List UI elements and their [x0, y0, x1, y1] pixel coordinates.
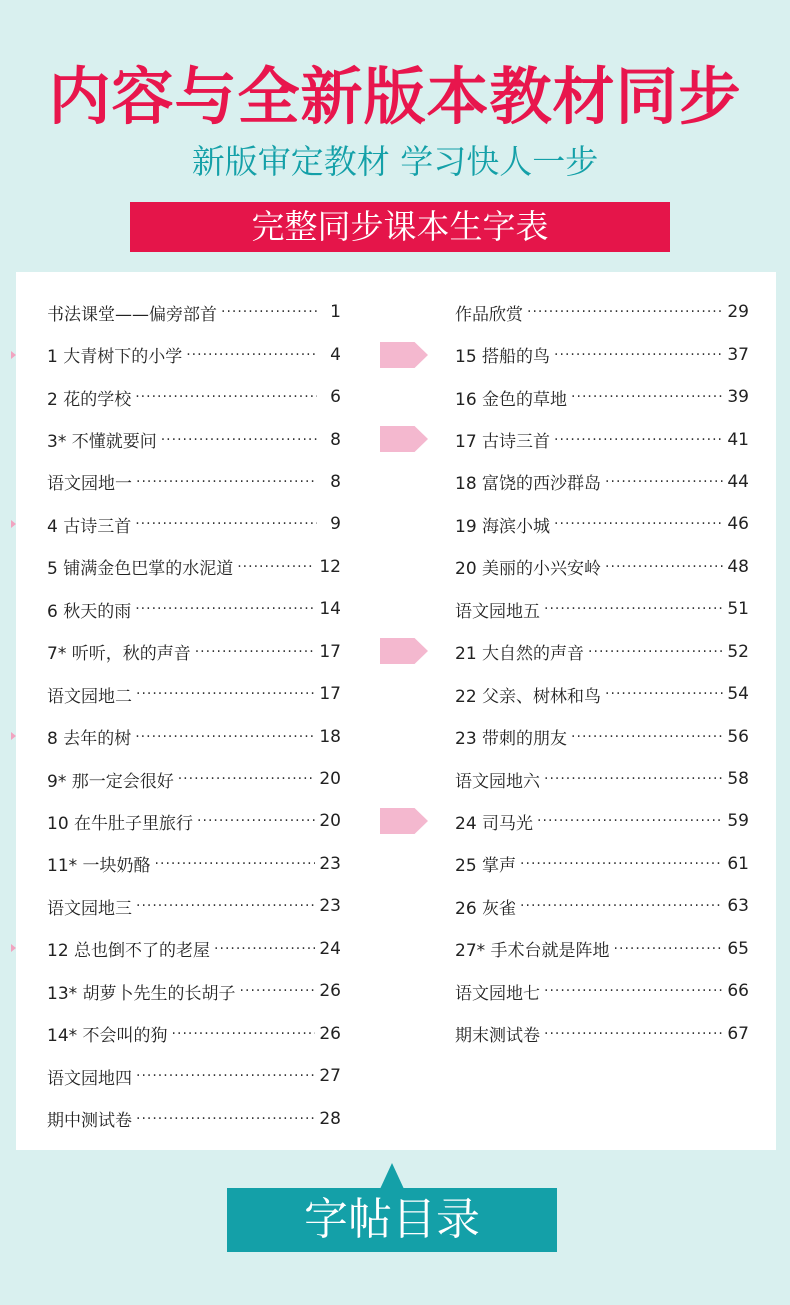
toc-entry[interactable] — [455, 970, 749, 1012]
toc-entry-title: 24 司马光 — [455, 813, 534, 834]
toc-entry[interactable] — [47, 461, 341, 503]
toc-entry-page: 23 — [319, 896, 341, 917]
dot-leader — [135, 389, 317, 405]
toc-entry-title: 11* 一块奶酪 — [47, 856, 151, 877]
toc-entry[interactable] — [455, 631, 749, 673]
edge-marker — [11, 944, 16, 952]
toc-entry-title: 期中测试卷 — [47, 1111, 132, 1132]
dot-leader — [614, 941, 724, 957]
toc-entry-title: 期末测试卷 — [455, 1026, 540, 1047]
toc-entry-page: 28 — [319, 1108, 341, 1129]
toc-entry[interactable] — [455, 715, 749, 757]
toc-entry-title: 3* 不懂就要问 — [47, 432, 157, 453]
toc-entry-page: 4 — [330, 344, 341, 365]
footer-pointer — [380, 1163, 404, 1189]
toc-entry-page: 58 — [727, 769, 749, 790]
toc-entry-page: 17 — [319, 684, 341, 705]
toc-entry-title: 语文园地二 — [47, 686, 132, 707]
toc-entry[interactable] — [47, 588, 341, 630]
toc-entry[interactable] — [47, 1097, 341, 1139]
toc-entry-title: 12 总也倒不了的老屋 — [47, 941, 211, 962]
toc-entry[interactable] — [455, 546, 749, 588]
dot-leader — [605, 559, 723, 575]
toc-entry-page: 29 — [727, 302, 749, 323]
toc-entry[interactable] — [47, 758, 341, 800]
toc-entry[interactable] — [455, 800, 749, 842]
toc-entry-page: 14 — [319, 599, 341, 620]
dot-leader — [136, 1068, 315, 1084]
toc-entry-page: 67 — [727, 1023, 749, 1044]
dot-leader — [544, 771, 723, 787]
toc-entry-page: 59 — [727, 811, 749, 832]
dot-leader — [197, 813, 315, 829]
toc-entry-page: 65 — [727, 938, 749, 959]
dot-leader — [172, 1026, 316, 1042]
dot-leader — [554, 516, 723, 532]
toc-entry-title: 作品欣赏 — [455, 304, 523, 325]
toc-entry-page: 46 — [727, 514, 749, 535]
edge-marker — [11, 732, 16, 740]
toc-entry[interactable] — [455, 673, 749, 715]
dot-leader — [605, 686, 723, 702]
dot-leader — [136, 474, 317, 490]
toc-entry-page: 27 — [319, 1066, 341, 1087]
toc-entry[interactable] — [47, 418, 341, 460]
toc-entry[interactable] — [47, 1055, 341, 1097]
toc-entry-title: 25 掌声 — [455, 856, 517, 877]
toc-entry-page: 17 — [319, 641, 341, 662]
toc-entry[interactable] — [47, 800, 341, 842]
toc-entry-title: 语文园地四 — [47, 1068, 132, 1089]
dot-leader — [240, 983, 316, 999]
toc-entry-title: 语文园地三 — [47, 898, 132, 919]
toc-entry-title: 语文园地七 — [455, 983, 540, 1004]
toc-entry-page: 18 — [319, 726, 341, 747]
dot-leader — [554, 432, 723, 448]
dot-leader — [136, 1111, 315, 1127]
toc-entry-page: 23 — [319, 853, 341, 874]
toc-entry-title: 语文园地六 — [455, 771, 540, 792]
section-banner: 完整同步课本生字表 — [130, 202, 670, 252]
toc-entry-page: 9 — [330, 514, 341, 535]
toc-entry[interactable] — [47, 333, 341, 375]
toc-entry-page: 6 — [330, 387, 341, 408]
toc-entry-page: 20 — [319, 769, 341, 790]
toc-entry-title: 1 大青树下的小学 — [47, 347, 183, 368]
toc-entry[interactable] — [47, 291, 341, 333]
dot-leader — [520, 898, 723, 914]
toc-entry-title: 16 金色的草地 — [455, 389, 568, 410]
toc-entry[interactable] — [47, 970, 341, 1012]
toc-entry-title: 7* 听听，秋的声音 — [47, 644, 191, 665]
edge-marker — [11, 520, 16, 528]
toc-entry[interactable] — [47, 885, 341, 927]
toc-entry[interactable] — [47, 503, 341, 545]
toc-entry-title: 22 父亲、树林和鸟 — [455, 686, 602, 707]
toc-entry-title: 21 大自然的声音 — [455, 644, 585, 665]
dot-leader — [544, 601, 723, 617]
dot-leader — [544, 1026, 723, 1042]
toc-entry-title: 27* 手术台就是阵地 — [455, 941, 610, 962]
toc-entry-page: 51 — [727, 599, 749, 620]
toc-entry[interactable] — [455, 333, 749, 375]
toc-entry-page: 48 — [727, 556, 749, 577]
page-title: 内容与全新版本教材同步 — [48, 60, 742, 133]
dot-leader — [237, 559, 315, 575]
toc-entry-page: 26 — [319, 981, 341, 1002]
toc-entry-title: 18 富饶的西沙群岛 — [455, 474, 602, 495]
dot-leader — [135, 601, 315, 617]
toc-entry[interactable] — [47, 928, 341, 970]
dot-leader — [527, 304, 723, 320]
toc-entry-title: 语文园地一 — [47, 474, 132, 495]
toc-entry[interactable] — [455, 885, 749, 927]
dot-leader — [195, 644, 316, 660]
toc-entry[interactable] — [455, 843, 749, 885]
toc-entry-title: 15 搭船的鸟 — [455, 347, 551, 368]
toc-entry-page: 63 — [727, 896, 749, 917]
dot-leader — [221, 304, 317, 320]
dot-leader — [554, 347, 723, 363]
toc-entry[interactable] — [47, 376, 341, 418]
toc-entry-title: 19 海滨小城 — [455, 516, 551, 537]
toc-column-right — [455, 291, 749, 1055]
toc-entry-page: 44 — [727, 471, 749, 492]
toc-entry-page: 12 — [319, 556, 341, 577]
toc-entry-title: 13* 胡萝卜先生的长胡子 — [47, 983, 236, 1004]
dot-leader — [178, 771, 316, 787]
toc-entry-title: 26 灰雀 — [455, 898, 517, 919]
dot-leader — [537, 813, 723, 829]
toc-entry-title: 23 带刺的朋友 — [455, 729, 568, 750]
dot-leader — [520, 856, 723, 872]
dot-leader — [588, 644, 723, 660]
toc-entry-page: 56 — [727, 726, 749, 747]
toc-entry[interactable] — [47, 673, 341, 715]
toc-entry[interactable] — [455, 503, 749, 545]
toc-entry-title: 6 秋天的雨 — [47, 601, 132, 622]
toc-entry[interactable] — [455, 418, 749, 460]
dot-leader — [155, 856, 316, 872]
toc-entry[interactable] — [47, 546, 341, 588]
toc-entry-title: 5 铺满金色巴掌的水泥道 — [47, 559, 234, 580]
dot-leader — [136, 898, 315, 914]
dot-leader — [571, 389, 723, 405]
toc-entry-page: 24 — [319, 938, 341, 959]
toc-entry-page: 41 — [727, 429, 749, 450]
toc-entry-page: 61 — [727, 853, 749, 874]
toc-entry[interactable] — [47, 843, 341, 885]
dot-leader — [605, 474, 723, 490]
toc-entry-page: 26 — [319, 1023, 341, 1044]
dot-leader — [186, 347, 317, 363]
toc-entry[interactable] — [455, 928, 749, 970]
toc-entry-title: 10 在牛肚子里旅行 — [47, 813, 194, 834]
toc-entry-page: 39 — [727, 387, 749, 408]
toc-entry[interactable] — [47, 1012, 341, 1054]
dot-leader — [135, 516, 317, 532]
toc-entry-page: 52 — [727, 641, 749, 662]
toc-entry-title: 4 古诗三首 — [47, 516, 132, 537]
dot-leader — [161, 432, 317, 448]
toc-entry-page: 20 — [319, 811, 341, 832]
toc-entry[interactable] — [455, 376, 749, 418]
toc-entry-title: 17 古诗三首 — [455, 432, 551, 453]
dot-leader — [135, 729, 315, 745]
toc-entry-title: 语文园地五 — [455, 601, 540, 622]
toc-entry-title: 9* 那一定会很好 — [47, 771, 174, 792]
toc-column-left — [47, 291, 341, 1140]
toc-entry[interactable] — [455, 461, 749, 503]
toc-entry-title: 20 美丽的小兴安岭 — [455, 559, 602, 580]
toc-entry-title: 8 去年的树 — [47, 729, 132, 750]
toc-entry-page: 8 — [330, 471, 341, 492]
toc-entry-title: 书法课堂——偏旁部首 — [47, 304, 217, 325]
toc-entry[interactable] — [47, 715, 341, 757]
dot-leader — [214, 941, 315, 957]
toc-entry-page: 66 — [727, 981, 749, 1002]
toc-entry[interactable] — [455, 1012, 749, 1054]
toc-entry-page: 37 — [727, 344, 749, 365]
page-subtitle: 新版审定教材 学习快人一步 — [191, 142, 599, 181]
toc-entry-title: 14* 不会叫的狗 — [47, 1026, 168, 1047]
footer-label: 字帖目录 — [227, 1188, 557, 1252]
dot-leader — [544, 983, 723, 999]
toc-entry-page: 54 — [727, 684, 749, 705]
toc-entry[interactable] — [47, 631, 341, 673]
edge-marker — [11, 351, 16, 359]
dot-leader — [571, 729, 723, 745]
toc-entry[interactable] — [455, 758, 749, 800]
toc-entry-page: 8 — [330, 429, 341, 450]
toc-entry-page: 1 — [330, 302, 341, 323]
toc-entry[interactable] — [455, 291, 749, 333]
toc-entry[interactable] — [455, 588, 749, 630]
dot-leader — [136, 686, 315, 702]
toc-entry-title: 2 花的学校 — [47, 389, 132, 410]
